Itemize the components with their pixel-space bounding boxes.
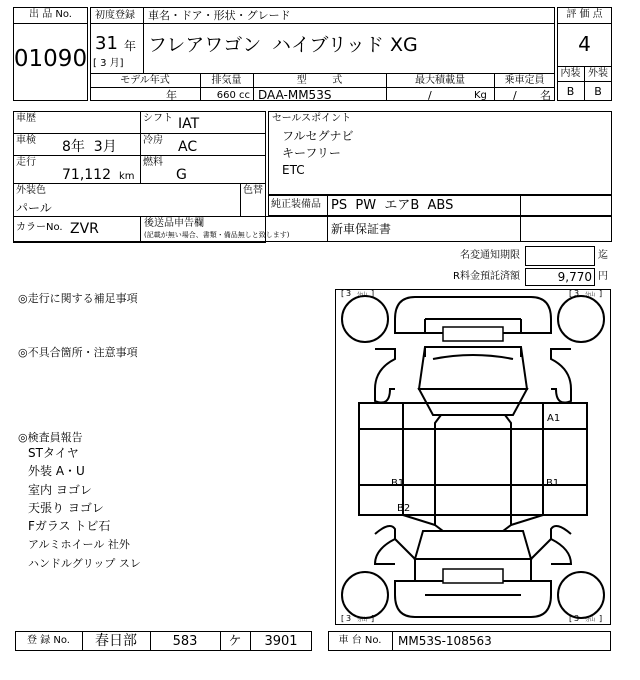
sales-label: セールスポイント: [272, 113, 352, 124]
post-note: (記載が無い場合、書類・備品無しと致します): [144, 231, 290, 239]
right-side-profile: [551, 349, 571, 403]
lot-number: 01090: [13, 46, 88, 72]
mileage-value: 71,112: [62, 167, 111, 183]
inspection-value: 8年 3月: [62, 139, 117, 155]
name-label: 車名・ドア・形状・グレード: [148, 9, 291, 22]
sales-point: フルセグナビ: [282, 129, 354, 143]
color-no-label: カラーNo.: [16, 222, 63, 233]
reg-label: 登 録 No.: [27, 635, 70, 646]
driving-title: ◎走行に関する補足事項: [18, 292, 138, 305]
color-no-value: ZVR: [70, 221, 99, 237]
year-unit: 年: [124, 39, 137, 53]
equip-label: 純正装備品: [271, 199, 321, 210]
capacity-unit: 名: [540, 89, 551, 102]
capacity-label: 乗車定員: [504, 75, 545, 86]
car-diagram-drawing: [335, 289, 611, 625]
svg-text:]: ]: [371, 289, 375, 298]
sales-point: キーフリー: [282, 146, 341, 160]
mark-b2: B2: [397, 503, 411, 514]
inspector-line: 外装 A・U: [28, 464, 85, 478]
color-label: 外装色: [16, 185, 46, 196]
name-change-unit: 迄: [598, 250, 608, 261]
type-value: DAA-MM53S: [258, 88, 332, 102]
car-grade: ハイブリッド XG: [272, 34, 418, 56]
tire-rr-depth: 3: [574, 614, 580, 623]
rear-window: [415, 531, 531, 559]
first-reg-month: [ 3 月]: [93, 58, 124, 69]
tire-fl-depth: 3: [346, 289, 352, 298]
max-load-sep: /: [428, 89, 432, 102]
mark-b1-left: B1: [391, 478, 405, 489]
displacement-label: 排気量: [211, 75, 242, 86]
max-load-label: 最大積載量: [415, 75, 465, 86]
interior-label: 内装: [560, 68, 581, 79]
left-side-profile: [375, 349, 395, 403]
reg-number: 3901: [264, 634, 298, 649]
shift-value: IAT: [178, 116, 200, 132]
inspector-line: Fガラス トビ石: [28, 519, 111, 533]
post-box: [13, 216, 612, 242]
svg-text:[: [: [569, 289, 573, 298]
inspection-label: 車検: [16, 135, 36, 146]
post-label: 後送品申告欄: [144, 218, 204, 229]
mark-a1: A1: [547, 413, 561, 424]
ac-label: 冷房: [143, 135, 163, 146]
inspector-title: ◎検査員報告: [18, 431, 83, 444]
sales-point: ETC: [282, 163, 305, 177]
color-change-label: 色替: [243, 185, 263, 196]
chassis-label: 車 台 No.: [338, 635, 382, 646]
inspector-line: アルミホイール 社外: [28, 538, 130, 551]
warranty: 新車保証書: [331, 222, 392, 236]
reg-class: 583: [172, 634, 198, 649]
inspector-line: ハンドルグリップ スレ: [28, 557, 141, 570]
front-plate: [443, 327, 503, 341]
wheel-front-right: [558, 296, 604, 342]
rear-bumper: [395, 581, 551, 617]
hood: [419, 347, 527, 389]
reg-kana: ケ: [228, 634, 242, 649]
model-year-unit: 年: [166, 89, 177, 102]
capacity-sep: /: [513, 89, 517, 102]
tire-fr-depth: 3: [574, 289, 580, 298]
car-name: フレアワゴン: [148, 34, 262, 56]
color-value: パール: [16, 201, 52, 215]
recycle-unit: 円: [598, 271, 608, 282]
fuel-label: 燃料: [143, 157, 163, 168]
first-reg-label: 初度登録: [95, 10, 135, 21]
reg-area: 春日部: [95, 633, 137, 649]
svg-text:]: ]: [371, 614, 375, 623]
equip-value: PS PW エアB ABS: [331, 198, 454, 213]
svg-text:]: ]: [599, 614, 603, 623]
score-value: 4: [578, 32, 591, 56]
svg-text:[: [: [341, 289, 345, 298]
tire-rl-depth: 3: [346, 614, 352, 623]
name-change-label: 名変通知期限: [460, 250, 520, 261]
history-label: 車歴: [16, 113, 36, 124]
svg-text:]: ]: [599, 289, 603, 298]
svg-text:[: [: [569, 614, 573, 623]
tire-fr-unit: 分山: [585, 292, 596, 298]
wheel-rear-right: [558, 572, 604, 618]
inspector-line: 天張り ヨゴレ: [28, 501, 104, 515]
model-year-label: モデル年式: [120, 75, 170, 86]
svg-text:[: [: [341, 614, 345, 623]
inspector-line: 室内 ヨゴレ: [28, 483, 92, 497]
type-label: 型 式: [296, 75, 343, 86]
fuel-value: G: [176, 167, 187, 183]
recycle-value: 9,770: [557, 270, 592, 284]
displacement-value: 660 cc: [216, 90, 250, 101]
ac-value: AC: [178, 139, 198, 155]
score-label: 評 価 点: [566, 9, 603, 20]
tire-fl-unit: 分山: [357, 292, 368, 298]
name-change-box: [525, 246, 595, 266]
max-load-unit: Kg: [474, 90, 487, 101]
interior-grade: B: [566, 85, 575, 98]
shift-label: シフト: [143, 113, 173, 124]
defect-title: ◎不具合箇所・注意事項: [18, 346, 138, 359]
wheel-rear-left: [342, 572, 388, 618]
roof: [435, 415, 511, 531]
mileage-unit: km: [119, 171, 135, 182]
first-reg-year: 31: [95, 33, 118, 54]
mark-b1-right: B1: [546, 478, 560, 489]
exterior-label: 外装: [588, 68, 608, 79]
chassis-value: MM53S-108563: [398, 634, 492, 648]
lot-label: 出 品 No.: [29, 9, 72, 20]
wheel-front-left: [342, 296, 388, 342]
recycle-label: R料金預託済額: [453, 271, 520, 282]
tire-rr-unit: 分山: [585, 617, 596, 623]
rear-plate: [443, 569, 503, 583]
exterior-grade: B: [594, 85, 602, 98]
inspector-line: STタイヤ: [28, 446, 79, 460]
mileage-label: 走行: [16, 157, 36, 168]
tire-rl-unit: 分山: [357, 617, 368, 623]
